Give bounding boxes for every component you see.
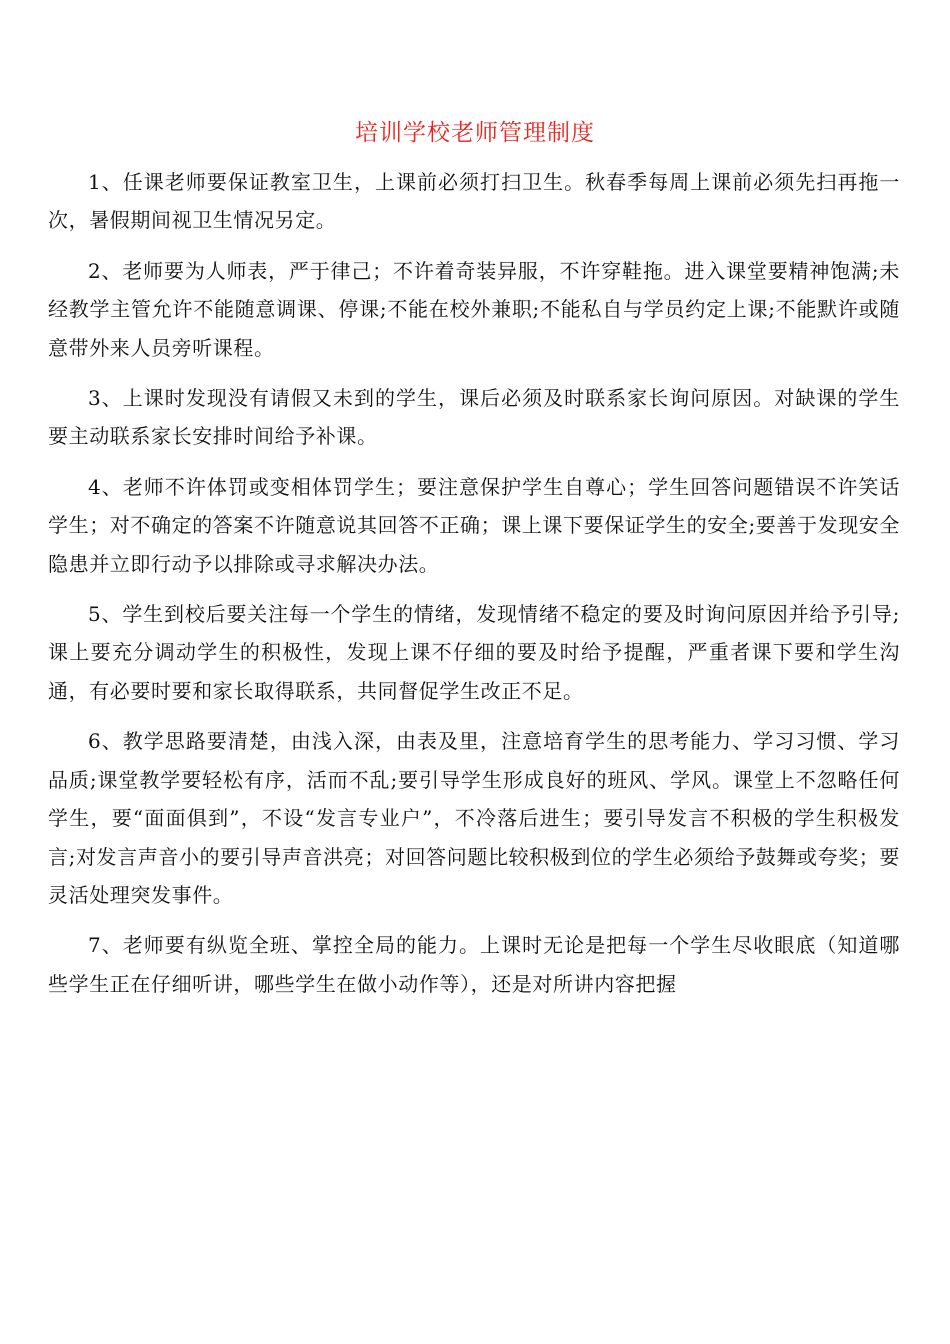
- paragraph-1: 1、任课老师要保证教室卫生，上课前必须打扫卫生。秋春季每周上课前必须先扫再拖一次，暑假期间视卫生情况另定。: [48, 170, 900, 233]
- paragraph-6: 6、教学思路要清楚，由浅入深，由表及里，注意培育学生的思考能力、学习习惯、学习品质;课堂教学要轻松有序，活而不乱;要引导学生形成良好的班风、学风。课堂上不忽略任何学生，要“面面俱到”，不设“发言专业户”，不冷落后进生；要引导发言不积极的学生积极发言;对发言声音小的要引导声音洪亮；对回答问题比较积极到位的学生必须给予鼓舞或夸奖；要灵活处理突发事件。: [48, 729, 900, 907]
- paragraph-7: 7、老师要有纵览全班、掌控全局的能力。上课时无论是把每一个学生尽收眼底（知道哪些学生正在仔细听讲，哪些学生在做小动作等），还是对所讲内容把握: [48, 933, 900, 996]
- paragraph-2: 2、老师要为人师表，严于律己；不许着奇装异服，不许穿鞋拖。进入课堂要精神饱满;未经教学主管允许不能随意调课、停课;不能在校外兼职;不能私自与学员约定上课;不能默许或随意带外来人员旁听课程。: [48, 258, 900, 360]
- paragraph-3: 3、上课时发现没有请假又未到的学生，课后必须及时联系家长询问原因。对缺课的学生要主动联系家长安排时间给予补课。: [48, 386, 900, 449]
- document-title: 培训学校老师管理制度: [355, 120, 595, 146]
- paragraph-5: 5、学生到校后要关注每一个学生的情绪，发现情绪不稳定的要及时询问原因并给予引导;课上要充分调动学生的积极性，发现上课不仔细的要及时给予提醒，严重者课下要和学生沟通，有必要时要和家长取得联系，共同督促学生改正不足。: [48, 602, 900, 703]
- document-body: [48, 163, 900, 1015]
- paragraph-4: 4、老师不许体罚或变相体罚学生；要注意保护学生自尊心；学生回答问题错误不许笑话学生；对不确定的答案不许随意说其回答不正确；课上课下要保证学生的安全;要善于发现安全隐患并立即行动予以排除或寻求解决办法。: [48, 474, 900, 576]
